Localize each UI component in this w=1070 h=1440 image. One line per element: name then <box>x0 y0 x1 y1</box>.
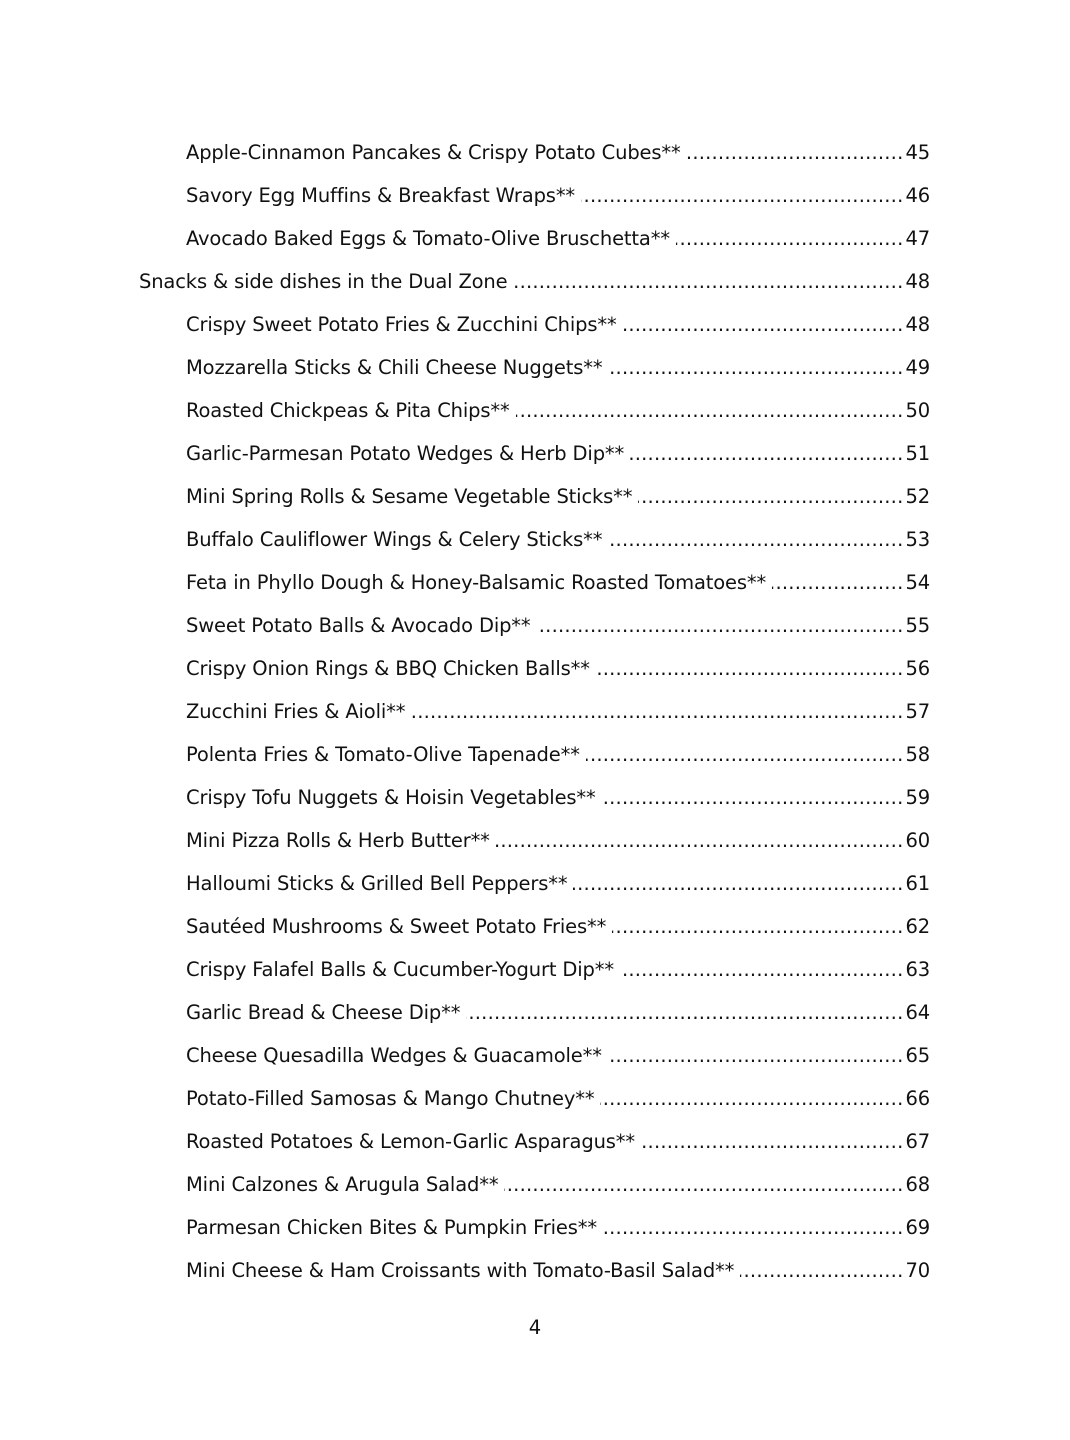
toc-entry[interactable] <box>0 905 1070 948</box>
dot-leader <box>496 829 904 853</box>
toc-entry-title: Snacks & side dishes in the Dual Zone <box>139 270 508 293</box>
toc-entry[interactable] <box>0 432 1070 475</box>
toc-entry-title: Crispy Falafel Balls & Cucumber-Yogurt Dip** <box>186 958 614 981</box>
toc-entry-page: 50 <box>905 399 930 422</box>
dot-leader <box>596 657 904 681</box>
toc-entry-page: 70 <box>905 1259 930 1282</box>
toc-entry-page: 58 <box>905 743 930 766</box>
toc-entry[interactable] <box>0 561 1070 604</box>
dot-leader <box>608 356 903 380</box>
toc-entry-page: 64 <box>905 1001 930 1024</box>
toc-entry-page: 62 <box>905 915 930 938</box>
toc-entry-title: Roasted Potatoes & Lemon-Garlic Asparagus** <box>186 1130 635 1153</box>
toc-entry[interactable] <box>0 819 1070 862</box>
toc-entry-page: 63 <box>905 958 930 981</box>
toc-entry-title: Cheese Quesadilla Wedges & Guacamole** <box>186 1044 602 1067</box>
toc-entry[interactable] <box>0 733 1070 776</box>
toc-entry-page: 59 <box>905 786 930 809</box>
toc-entry-page: 52 <box>905 485 930 508</box>
toc-entry-page: 55 <box>905 614 930 637</box>
toc-entry-title: Apple-Cinnamon Pancakes & Crispy Potato Cubes** <box>186 141 681 164</box>
dot-leader <box>638 485 903 509</box>
toc-entry[interactable] <box>0 1120 1070 1163</box>
toc-entry[interactable] <box>0 303 1070 346</box>
toc-entry-page: 66 <box>905 1087 930 1110</box>
dot-leader <box>623 313 904 337</box>
page-number: 4 <box>528 1316 542 1339</box>
dot-leader <box>411 700 903 724</box>
toc-entry[interactable] <box>0 217 1070 260</box>
toc-entry-page: 53 <box>905 528 930 551</box>
dot-leader <box>516 399 904 423</box>
toc-entry[interactable] <box>0 1249 1070 1292</box>
dot-leader <box>740 1259 903 1283</box>
toc-entry-page: 45 <box>905 141 930 164</box>
toc-entry-page: 54 <box>905 571 930 594</box>
dot-leader <box>608 528 903 552</box>
toc-entry-title: Roasted Chickpeas & Pita Chips** <box>186 399 510 422</box>
toc-entry[interactable] <box>0 862 1070 905</box>
toc-entry-title: Potato-Filled Samosas & Mango Chutney** <box>186 1087 595 1110</box>
toc-entry-page: 51 <box>905 442 930 465</box>
toc-entry[interactable] <box>0 1206 1070 1249</box>
toc-entry[interactable] <box>0 1163 1070 1206</box>
toc-entry[interactable] <box>0 346 1070 389</box>
dot-leader <box>600 1087 903 1111</box>
toc-entry[interactable] <box>0 604 1070 647</box>
dot-leader <box>641 1130 904 1154</box>
toc-entry[interactable] <box>0 991 1070 1034</box>
toc-entry-title: Polenta Fries & Tomato-Olive Tapenade** <box>186 743 580 766</box>
toc-entry-title: Avocado Baked Eggs & Tomato-Olive Bruschetta** <box>186 227 670 250</box>
toc-entry[interactable] <box>0 131 1070 174</box>
toc-entry-title: Sweet Potato Balls & Avocado Dip** <box>186 614 531 637</box>
toc-entry-page: 67 <box>905 1130 930 1153</box>
toc-entry-page: 49 <box>905 356 930 379</box>
toc-entry-page: 57 <box>905 700 930 723</box>
toc-entry[interactable] <box>0 1034 1070 1077</box>
toc-entry-title: Garlic Bread & Cheese Dip** <box>186 1001 461 1024</box>
toc-entry[interactable] <box>0 475 1070 518</box>
dot-leader <box>514 270 904 294</box>
toc-entry-page: 56 <box>905 657 930 680</box>
dot-leader <box>603 1216 904 1240</box>
toc-entry[interactable] <box>0 518 1070 561</box>
toc-entry[interactable] <box>0 647 1070 690</box>
toc-entry-title: Zucchini Fries & Aioli** <box>186 700 406 723</box>
toc-entry-title: Buffalo Cauliflower Wings & Celery Sticks** <box>186 528 603 551</box>
toc-entry-title: Sautéed Mushrooms & Sweet Potato Fries** <box>186 915 607 938</box>
toc-entry[interactable] <box>0 690 1070 733</box>
dot-leader <box>466 1001 903 1025</box>
dot-leader <box>573 872 903 896</box>
toc-entry-title: Garlic-Parmesan Potato Wedges & Herb Dip** <box>186 442 625 465</box>
toc-entry-title: Mini Spring Rolls & Sesame Vegetable Sticks** <box>186 485 633 508</box>
toc-entry[interactable] <box>0 174 1070 217</box>
toc-entry-title: Parmesan Chicken Bites & Pumpkin Fries** <box>186 1216 597 1239</box>
toc-entry-page: 65 <box>905 1044 930 1067</box>
toc-entry-title: Feta in Phyllo Dough & Honey-Balsamic Roasted Tomatoes** <box>186 571 767 594</box>
toc-entry-page: 68 <box>905 1173 930 1196</box>
toc-entry[interactable] <box>0 776 1070 819</box>
toc-entry[interactable] <box>0 1077 1070 1120</box>
dot-leader <box>612 915 903 939</box>
dot-leader <box>581 184 903 208</box>
toc-entry-title: Crispy Onion Rings & BBQ Chicken Balls** <box>186 657 590 680</box>
toc-entry-title: Mini Calzones & Arugula Salad** <box>186 1173 499 1196</box>
dot-leader <box>676 227 904 251</box>
toc-entry-page: 60 <box>905 829 930 852</box>
toc-entry-page: 69 <box>905 1216 930 1239</box>
toc-entry[interactable] <box>0 389 1070 432</box>
toc-entry-title: Crispy Sweet Potato Fries & Zucchini Chips** <box>186 313 617 336</box>
dot-leader <box>608 1044 904 1068</box>
dot-leader <box>630 442 903 466</box>
dot-leader <box>772 571 903 595</box>
dot-leader <box>586 743 904 767</box>
dot-leader <box>620 958 904 982</box>
toc-entry-title: Mini Cheese & Ham Croissants with Tomato-Basil Salad** <box>186 1259 735 1282</box>
toc-section-entry[interactable] <box>0 260 1070 303</box>
toc-entry-title: Mozzarella Sticks & Chili Cheese Nuggets** <box>186 356 603 379</box>
toc-entry-page: 46 <box>905 184 930 207</box>
toc-entry-page: 48 <box>905 313 930 336</box>
toc-entry-title: Mini Pizza Rolls & Herb Butter** <box>186 829 490 852</box>
toc-entry-title: Crispy Tofu Nuggets & Hoisin Vegetables** <box>186 786 596 809</box>
dot-leader <box>687 141 904 165</box>
toc-entry[interactable] <box>0 948 1070 991</box>
toc-entry-title: Halloumi Sticks & Grilled Bell Peppers** <box>186 872 568 895</box>
dot-leader <box>602 786 904 810</box>
table-of-contents <box>0 131 1070 1292</box>
dot-leader <box>537 614 904 638</box>
toc-entry-page: 48 <box>905 270 930 293</box>
toc-entry-title: Savory Egg Muffins & Breakfast Wraps** <box>186 184 576 207</box>
toc-entry-page: 47 <box>905 227 930 250</box>
toc-entry-page: 61 <box>905 872 930 895</box>
dot-leader <box>504 1173 903 1197</box>
